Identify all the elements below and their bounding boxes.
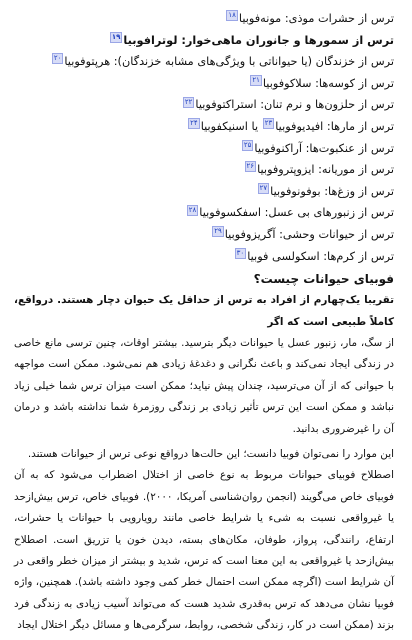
phobia-text: ترس از خزندگان (یا حیواناتی با ویژگی‌های مشابه خزندگان): هرپتوفوبیا [64,55,394,69]
phobia-list-item [14,246,394,268]
phobia-list [14,8,394,267]
footnote-ref-link[interactable]: ۲۵ [243,140,252,149]
footnote-ref-link[interactable]: ۲۹ [214,227,222,236]
footnote-ref-link[interactable]: ۳۰ [236,248,245,257]
phobia-list-item [14,181,394,203]
phobia-text: ترس از حیوانات وحشی: آگریزوفوبیا [224,227,394,241]
paragraph-not-phobia: این موارد را نمی‌توان فوبیا دانست؛ این حالت‌ها درواقع نوعی ترس از حیوانات هستند. [27,447,394,460]
phobia-text: ترس از کوسه‌ها: سلاکوفوبیا [262,76,394,90]
phobia-alt-name: اسنیکفوبیا [200,119,248,133]
phobia-text: ترس از حشرات موذی: مونه‌فوبیا [238,12,394,25]
footnote-ref-link[interactable]: ۲۲ [184,97,193,106]
phobia-text: ترس از عنکبوت‌ها: آراکنوفوبیا [254,141,394,155]
phobia-list-item [14,202,394,224]
footnote-ref-link[interactable]: ۱۹ [111,32,121,41]
footnote-ref-link[interactable]: ۲۰ [53,54,62,63]
phobia-list-item [14,73,394,95]
section-heading: فوبیای حیوانات چیست؟ [253,272,394,287]
phobia-list-item [14,224,394,246]
paragraph-specific-phobia: اصطلاح فوبیای حیوانات مربوط به نوع خاصی از اختلال اضطراب می‌شود که به آن فوبیای خاص می‌گویند (انجمن روان‌شناسی آمریکا، ۲۰۰۰). فوبیای خاص، ترس بیش‌ازحد یا غیرواقعی نسبت به شیء یا شرایط خاصی مانند رویارویی با حیوانات یا حشرات، ارتفاع، رانندگی، پرواز، طوفان، مکان‌های بسته، دیدن خون یا تزریق است. اصطلاح بیش‌ازحد یا غیرواقعی به این معنا است که ترس، شدید و بیشتر از میزان خطر واقعی در آن شرایط است (اگرچه ممکن است احتمال خطر کمی وجود داشته باشد). همچنین، واژه فوبیا نشان می‌دهد که ترس به‌قدری شدید هست که می‌تواند آسیب زیادی به زندگی فرد بزند (ممکن است در کار، زندگی شخصی، روابط، سرگرمی‌ها و مسائل دیگر اختلال ایجاد [14,469,394,632]
footnote-ref-link[interactable]: ۲۸ [188,205,197,214]
phobia-list-item [14,94,394,116]
phobia-text: ترس از موریانه: ایزوپتروفوبیا [257,163,394,177]
phobia-list-item [14,116,394,138]
phobia-text: ترس از کرم‌ها: اسکولسی فوبیا [247,249,394,263]
paragraph-intro-bold: تقریبا یک‌چهارم از افراد به ترس از حداقل یک حیوان دچار هستند. درواقع، کاملاً طبیعی است که اگر [14,294,394,328]
phobia-text: ترس از وزغ‌ها: بوفونوفوبیا [270,184,394,198]
body-text [14,290,394,637]
phobia-alt-separator: یا [251,119,259,133]
paragraph-common-fear: از سگ، مار، زنبور عسل یا حیوانات دیگر بترسید. بیشتر اوقات، چنین ترسی مانع خاصی در زندگی ایجاد نمی‌کند و باعث نگرانی و دغدغهٔ زیادی هم نمی‌شود. ممکن است مواجهه با حیوانی که از آن می‌ترسید، چندان پیش نیاید؛ ممکن است میزان ترس شما خیلی زیاد نباشد و ممکن است این ترس تأثیر زیادی بر زندگی روزمرهٔ شما نداشته باشد و درمان آن را غیرضروری بدانید. [14,336,394,435]
phobia-list-item [14,159,394,181]
footnote-ref-link[interactable]: ۲۱ [252,76,260,85]
phobia-list-item [14,30,394,52]
phobia-text: ترس از سمورها و جانوران ماهی‌خوار: لوترافوبیا [123,33,394,47]
phobia-text: ترس از زنبورهای بی عسل: اسفکسوفوبیا [199,206,394,220]
phobia-list-item [14,8,394,30]
phobia-text: ترس از حلزون‌ها و نرم تنان: استراکتوفوبیا [195,98,394,112]
footnote-ref-link[interactable]: ۲۳ [264,119,273,128]
footnote-ref-link[interactable]: ۲۷ [259,183,268,192]
phobia-text: ترس از مارها: افیدیوفوبیا [275,119,394,133]
footnote-ref-link[interactable]: ۱۸ [228,11,236,20]
phobia-list-item [14,138,394,160]
footnote-ref-link[interactable]: ۲۴ [190,119,198,128]
phobia-list-item [14,51,394,73]
footnote-ref-link[interactable]: ۲۶ [246,162,255,171]
